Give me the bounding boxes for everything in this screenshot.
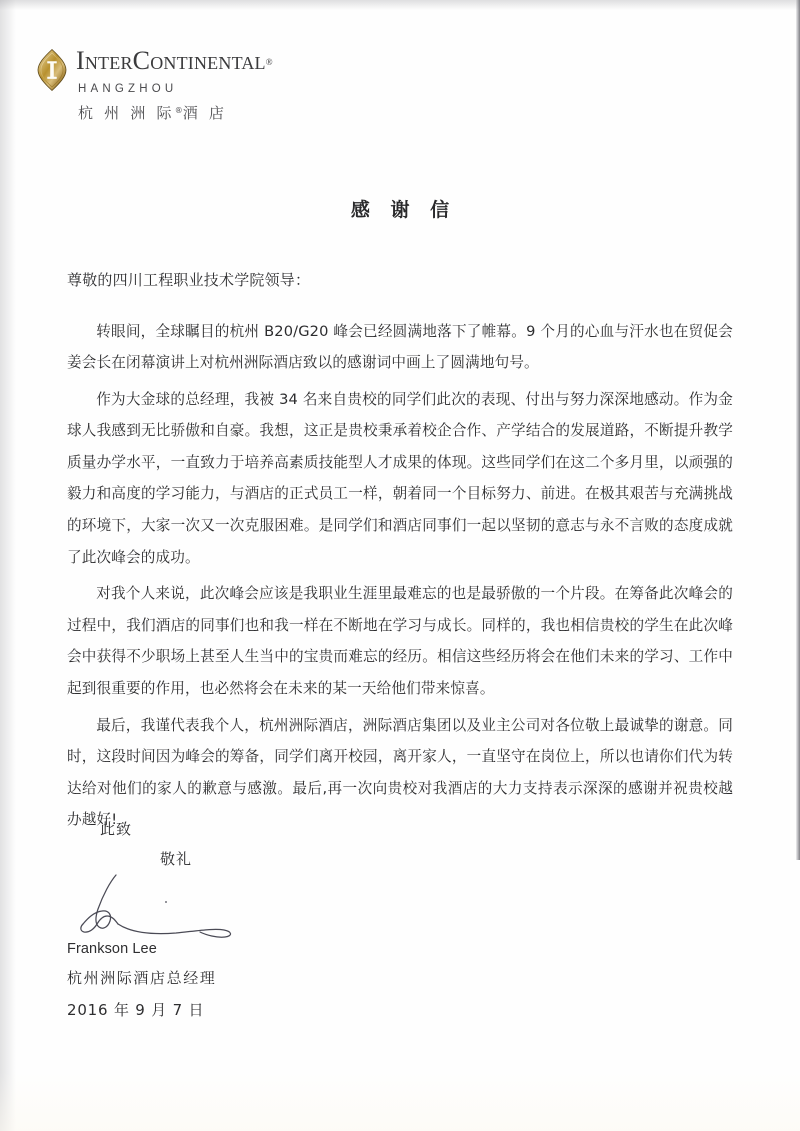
letterhead: [37, 48, 273, 123]
brand-city-label: HANGZHOU: [78, 83, 178, 95]
brand-wordmark-text: InterContinental: [76, 46, 266, 75]
intercontinental-crest-icon: [37, 49, 67, 91]
scan-right-edge-shadow: [796, 0, 800, 860]
registered-trademark-cn-icon: ®: [174, 106, 183, 115]
scan-left-shadow: [0, 0, 16, 1131]
handwritten-signature-icon: [72, 866, 257, 941]
brand-text-block: [76, 48, 273, 123]
paragraph-2: 作为大金球的总经理，我被 34 名来自贵校的同学们此次的表现、付出与努力深深地感动。作为金球人我感到无比骄傲和自豪。我想，这正是贵校秉承着校企合作、产学结合的发展道路，不断提升教学质量办学水平，一直致力于培养高素质技能型人才成果的体现。这些同学们在这二个多月里，以顽强的毅力和高度的学习能力，与酒店的正式员工一样，朝着同一个目标努力、前进。在极其艰苦与充满挑战的环境下，大家一次又一次克服困难。是同学们和酒店同事们一起以坚韧的意志与永不言败的态度成就了此次峰会的成功。: [67, 390, 733, 566]
brand-wordmark: [76, 48, 273, 74]
salutation: 尊敬的四川工程职业技术学院领导：: [67, 271, 311, 289]
closing-line-2: 敬礼: [160, 850, 193, 868]
paragraph-4: 最后，我谨代表我个人，杭州洲际酒店，洲际酒店集团以及业主公司对各位敬上最诚挚的谢意。同时，这段时间因为峰会的筹备，同学们离开校园，离开家人，一直坚守在岗位上，所以也请你们代为转达给对他们的家人的歉意与感激。最后,再一次向贵校对我酒店的大力支持表示深深的感谢并祝贵校越办越好!: [67, 716, 733, 829]
paragraph-1: 转眼间，全球瞩目的杭州 B20/G20 峰会已经圆满地落下了帷幕。9 个月的心血与汗水也在贸促会姜会长在闭幕演讲上对杭州洲际酒店致以的感谢词中画上了圆满地句号。: [67, 322, 733, 372]
signer-name: Frankson Lee: [67, 941, 157, 957]
brand-chinese-label: [78, 102, 273, 123]
closing-line-1: 此致: [100, 820, 133, 838]
brand-chinese-post: 酒 店: [182, 104, 228, 122]
signer-title: 杭州洲际酒店总经理: [67, 969, 217, 987]
brand-chinese-pre: 杭 州 洲 际: [78, 104, 175, 122]
letter-body: [67, 195, 733, 841]
registered-trademark-icon: ®: [265, 57, 273, 67]
scan-top-shadow: [0, 0, 800, 10]
paragraph-3: 对我个人来说，此次峰会应该是我职业生涯里最难忘的也是最骄傲的一个片段。在筹备此次峰会的过程中，我们酒店的同事们也和我一样在不断地在学习与成长。同样的，我也相信贵校的学生在此次峰会中获得不少职场上甚至人生当中的宝贵而难忘的经历。相信这些经历将会在他们未来的学习、工作中起到很重要的作用，也必然将会在未来的某一天给他们带来惊喜。: [67, 585, 733, 698]
page-title: 感 谢 信: [350, 199, 457, 221]
signature-date: 2016 年 9 月 7 日: [67, 1001, 205, 1019]
scan-bottom-tint: [0, 1071, 800, 1131]
